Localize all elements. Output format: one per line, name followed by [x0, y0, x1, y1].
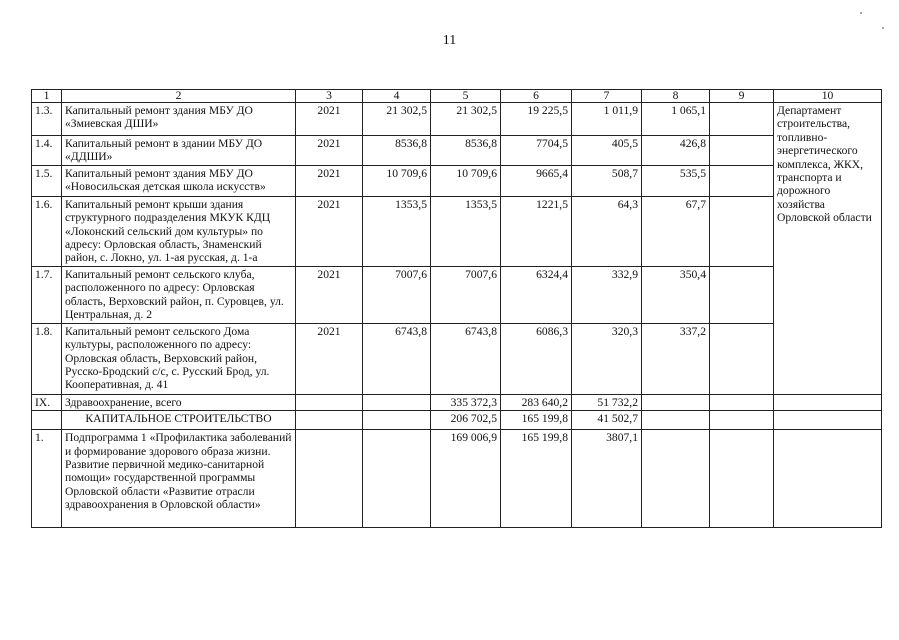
row-col9: [710, 136, 774, 166]
row-col6: 6324,4: [501, 266, 572, 323]
page-number: 11: [442, 33, 457, 48]
row-col5: 7007,6: [431, 266, 501, 323]
row-col7: 405,5: [572, 136, 642, 166]
row-col4: 1353,5: [363, 196, 431, 266]
capital-col8: [642, 411, 710, 430]
row-col9: [710, 103, 774, 136]
capital-col7: 41 502,7: [572, 411, 642, 430]
row-col7: 320,3: [572, 323, 642, 394]
section-col3: [296, 394, 363, 410]
row-col4: 21 302,5: [363, 103, 431, 136]
header-cell: 1: [32, 90, 62, 103]
subprogram-col8: [642, 430, 710, 528]
row-col7: 1 011,9: [572, 103, 642, 136]
row-col9: [710, 165, 774, 196]
section-col4: [363, 394, 431, 410]
row-col5: 1353,5: [431, 196, 501, 266]
section-row: [32, 394, 882, 410]
row-number: 1.3.: [32, 103, 62, 136]
row-col6: 6086,3: [501, 323, 572, 394]
section-col9: [710, 394, 774, 410]
capital-col4: [363, 411, 431, 430]
row-col4: 8536,8: [363, 136, 431, 166]
row-col4: 10 709,6: [363, 165, 431, 196]
section-col7: 51 732,2: [572, 394, 642, 410]
row-col4: 7007,6: [363, 266, 431, 323]
header-cell: 4: [363, 90, 431, 103]
row-number: 1.7.: [32, 266, 62, 323]
capital-col1: [32, 411, 62, 430]
department-cell: Департамент строительства, топливно-энергетического комплекса, ЖКХ, транспорта и дорожного хозяйства Орловской области: [774, 103, 882, 395]
section-name: Здравоохранение, всего: [62, 394, 296, 410]
row-number: 1.6.: [32, 196, 62, 266]
subprogram-col7: 3807,1: [572, 430, 642, 528]
subprogram-col6: 165 199,8: [501, 430, 572, 528]
capital-col3: [296, 411, 363, 430]
subprogram-col10: [774, 430, 882, 528]
row-year: 2021: [296, 165, 363, 196]
section-col6: 283 640,2: [501, 394, 572, 410]
row-name: Капитальный ремонт крыши здания структурного подразделения МКУК КДЦ «Локонский сельский дом культуры» по адресу: Орловская область, Знаменский район, с. Локно, ул. 1-ая русская, д. 1-а: [62, 196, 296, 266]
row-col9: [710, 196, 774, 266]
row-name: Капитальный ремонт в здании МБУ ДО «ДДШИ»: [62, 136, 296, 166]
row-col5: 21 302,5: [431, 103, 501, 136]
table-row: [32, 266, 882, 323]
row-name: Капитальный ремонт здания МБУ ДО «Новосильская детская школа искусств»: [62, 165, 296, 196]
capital-col10: [774, 411, 882, 430]
subprogram-number: 1.: [32, 430, 62, 528]
row-col4: 6743,8: [363, 323, 431, 394]
section-number: IX.: [32, 394, 62, 410]
subprogram-name: Подпрограмма 1 «Профилактика заболеваний и формирование здорового образа жизни. Развитие первичной медико-санитарной помощи» государственной программы Орловской области «Развитие отрасли здравоохранения в Орловской области»: [62, 430, 296, 528]
subprogram-col3: [296, 430, 363, 528]
capital-name: КАПИТАЛЬНОЕ СТРОИТЕЛЬСТВО: [62, 411, 296, 430]
capital-col9: [710, 411, 774, 430]
header-cell: 2: [62, 90, 296, 103]
header-cell: 6: [501, 90, 572, 103]
scan-speck: [882, 27, 884, 29]
header-cell: 8: [642, 90, 710, 103]
row-year: 2021: [296, 136, 363, 166]
row-name: Капитальный ремонт сельского клуба, расположенного по адресу: Орловская область, Верховский район, п. Суровцев, ул. Центральная, д. 2: [62, 266, 296, 323]
row-col8: 350,4: [642, 266, 710, 323]
row-col6: 9665,4: [501, 165, 572, 196]
row-col7: 332,9: [572, 266, 642, 323]
subprogram-col5: 169 006,9: [431, 430, 501, 528]
row-number: 1.5.: [32, 165, 62, 196]
table-row: [32, 323, 882, 394]
row-year: 2021: [296, 323, 363, 394]
table-row: [32, 196, 882, 266]
row-col6: 1221,5: [501, 196, 572, 266]
section-col5: 335 372,3: [431, 394, 501, 410]
capital-col6: 165 199,8: [501, 411, 572, 430]
row-col5: 10 709,6: [431, 165, 501, 196]
capital-col5: 206 702,5: [431, 411, 501, 430]
row-col6: 7704,5: [501, 136, 572, 166]
subprogram-row: [32, 430, 882, 528]
row-year: 2021: [296, 103, 363, 136]
row-col9: [710, 266, 774, 323]
header-cell: 10: [774, 90, 882, 103]
row-col5: 8536,8: [431, 136, 501, 166]
row-name: Капитальный ремонт сельского Дома культуры, расположенного по адресу: Орловская область, Верховский район, Русско-Бродский с/с, с. Русский Брод, ул. Кооперативная, д. 41: [62, 323, 296, 394]
header-cell: 5: [431, 90, 501, 103]
row-year: 2021: [296, 266, 363, 323]
capital-row: [32, 411, 882, 430]
subprogram-col9: [710, 430, 774, 528]
section-col10: [774, 394, 882, 410]
budget-table: [31, 89, 882, 528]
table-row: [32, 136, 882, 166]
header-cell: 3: [296, 90, 363, 103]
header-cell: 9: [710, 90, 774, 103]
row-col6: 19 225,5: [501, 103, 572, 136]
row-number: 1.8.: [32, 323, 62, 394]
row-col8: 67,7: [642, 196, 710, 266]
row-col8: 337,2: [642, 323, 710, 394]
section-col8: [642, 394, 710, 410]
column-number-header: [32, 90, 882, 103]
header-cell: 7: [572, 90, 642, 103]
row-col7: 508,7: [572, 165, 642, 196]
subprogram-col4: [363, 430, 431, 528]
row-col8: 426,8: [642, 136, 710, 166]
row-name: Капитальный ремонт здания МБУ ДО «Змиевская ДШИ»: [62, 103, 296, 136]
table-row: [32, 103, 882, 136]
row-year: 2021: [296, 196, 363, 266]
row-number: 1.4.: [32, 136, 62, 166]
scan-speck: [860, 12, 862, 14]
table-row: [32, 165, 882, 196]
row-col7: 64,3: [572, 196, 642, 266]
row-col9: [710, 323, 774, 394]
row-col8: 535,5: [642, 165, 710, 196]
row-col5: 6743,8: [431, 323, 501, 394]
row-col8: 1 065,1: [642, 103, 710, 136]
